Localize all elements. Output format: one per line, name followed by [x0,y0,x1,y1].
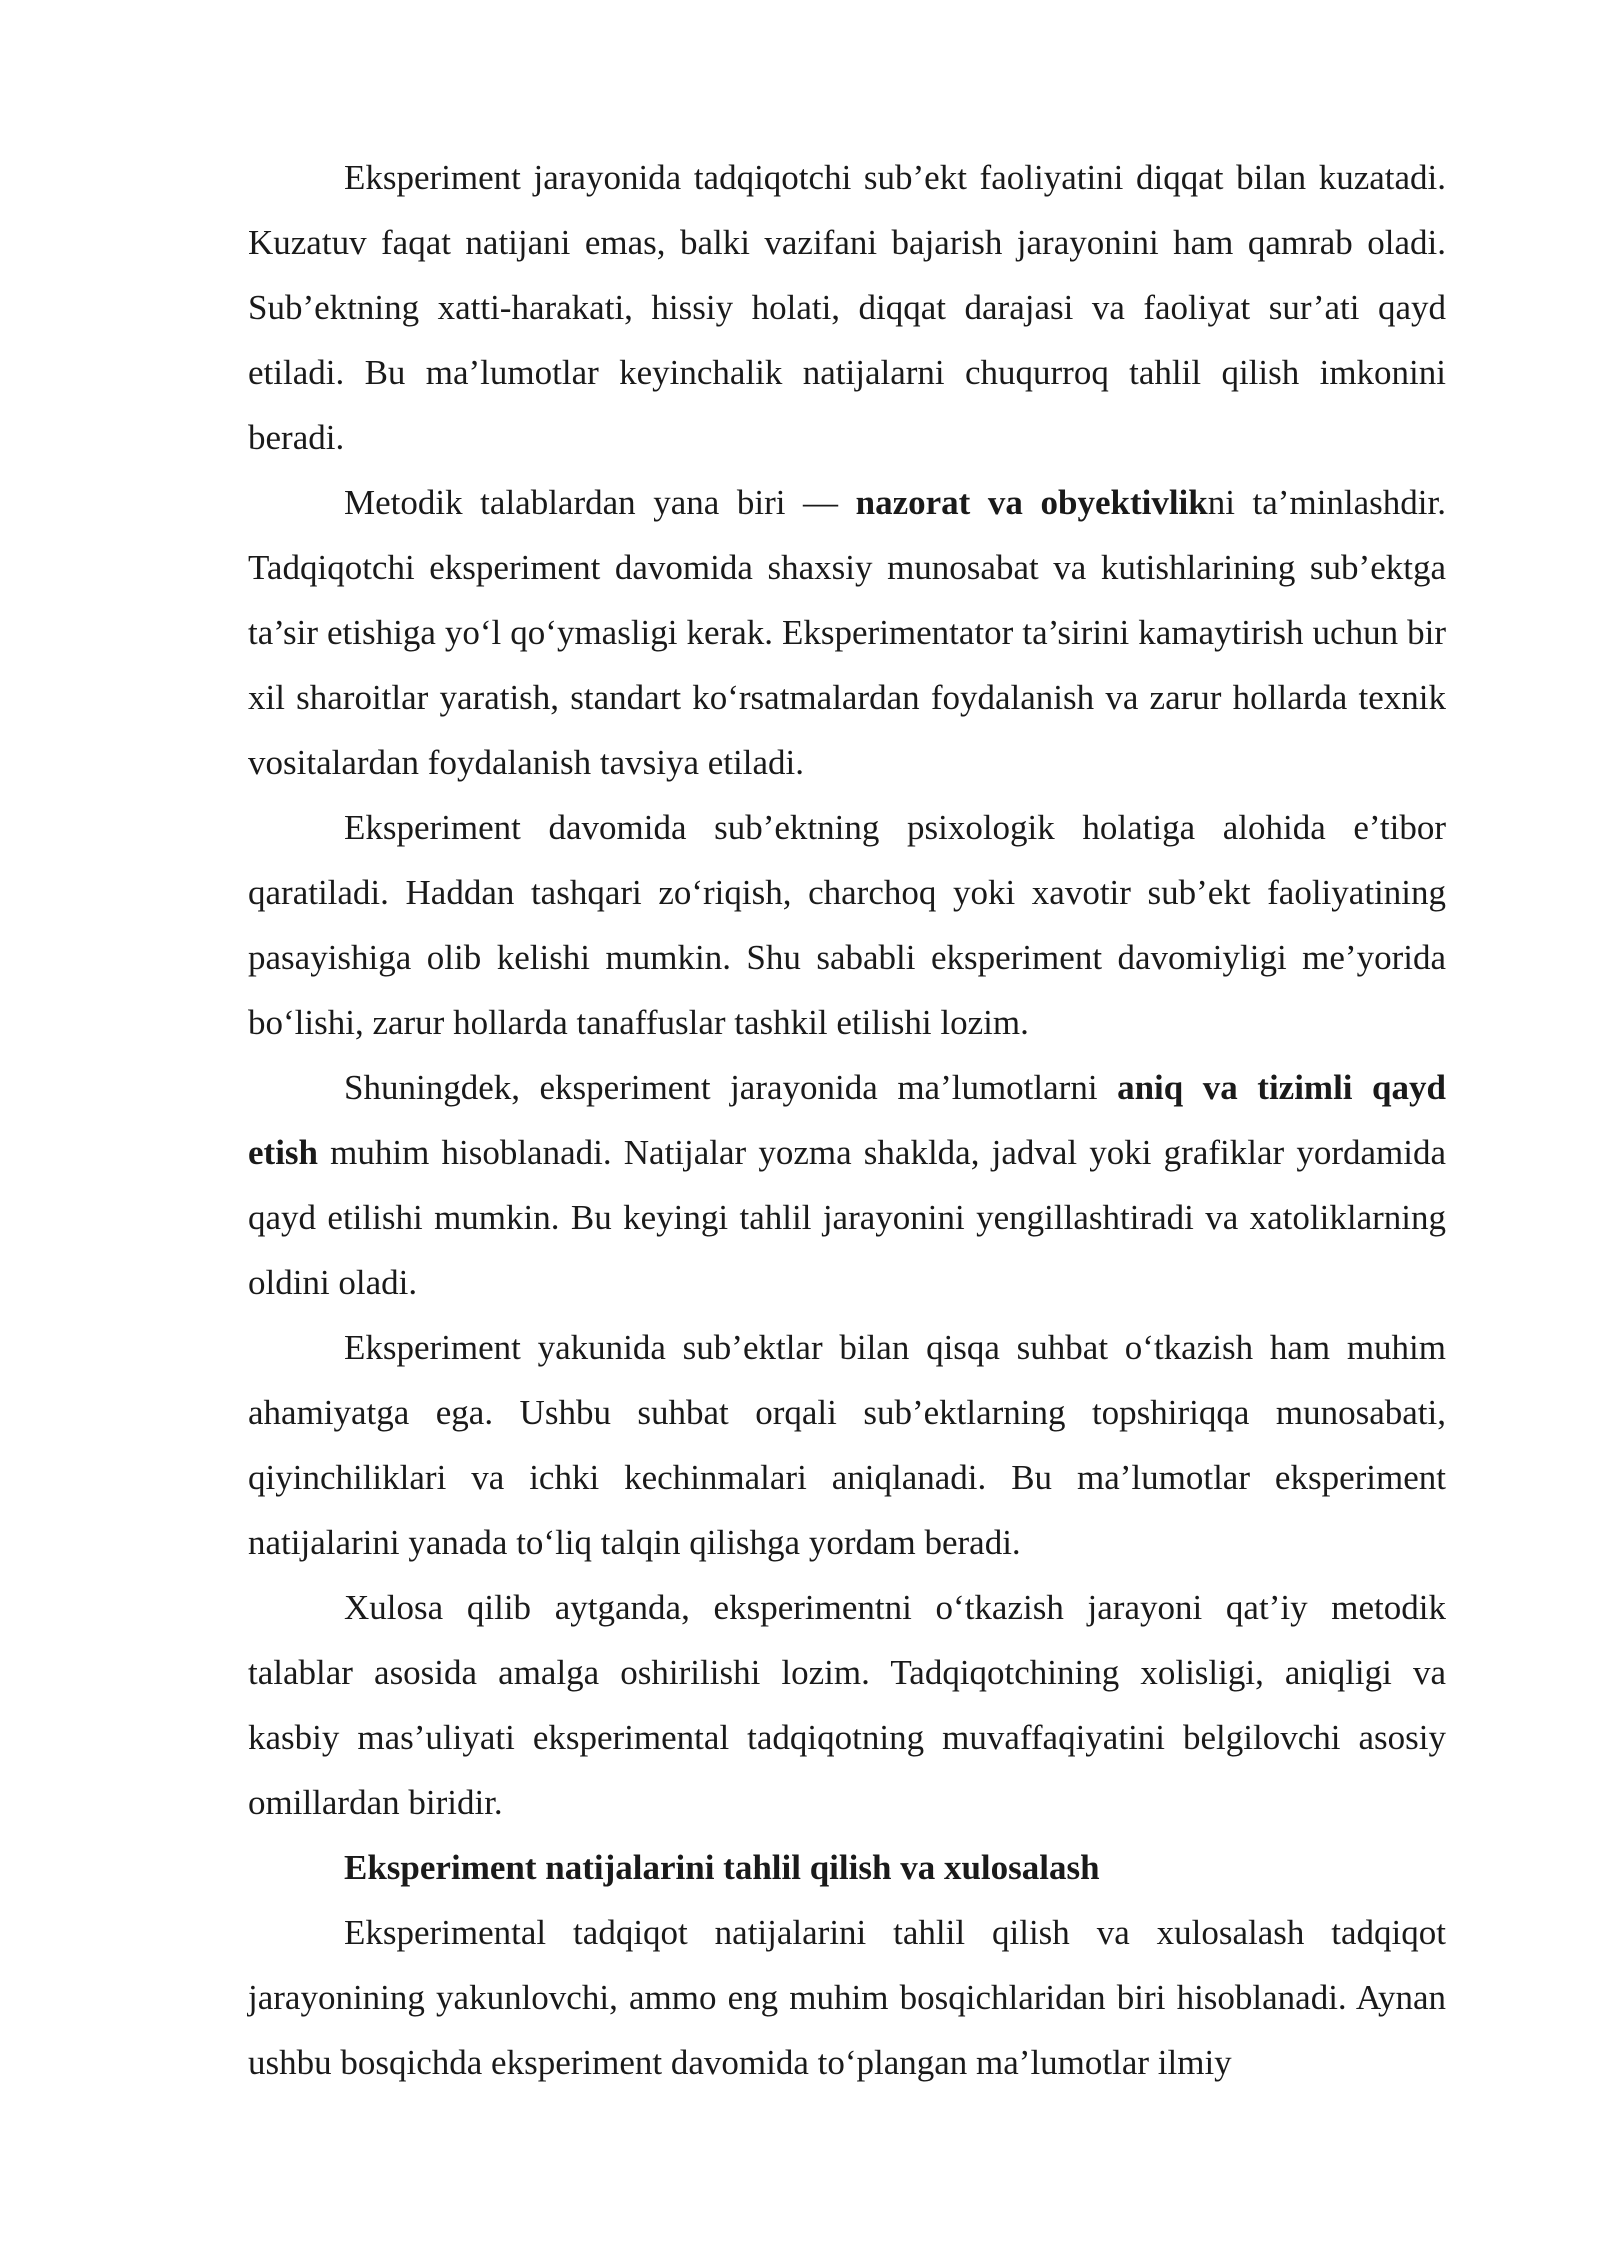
paragraph-conclusion [248,1575,1446,1835]
paragraph-text: ni ta’minlashdir. Tadqiqotchi eksperiment davomida shaxsiy munosabat va kutishlarining sub’ektga ta’sir etishiga yo‘l qo‘ymasligi kerak. Eksperimentator ta’sirini kamaytirish uchun bir xil sharoitlar yaratish, standart ko‘rsatmalardan foydalanish va zarur hollarda texnik vositalardan foydalanish tavsiya etiladi. [248,483,1446,782]
paragraph-debrief [248,1315,1446,1575]
paragraph-text: Eksperimental tadqiqot natijalarini tahlil qilish va xulosalash tadqiqot jarayonining yakunlovchi, ammo eng muhim bosqichlaridan biri hisoblanadi. Aynan ushbu bosqichda eksperiment davomida to‘plangan ma’lumotlar ilmiy [248,1913,1446,2082]
paragraph-analysis-intro [248,1900,1446,2095]
paragraph-observation [248,145,1446,470]
bold-term: nazorat va obyektivlik [855,483,1208,522]
paragraph-text: Eksperiment yakunida sub’ektlar bilan qisqa suhbat o‘tkazish ham muhim ahamiyatga ega. Ushbu suhbat orqali sub’ektlarning topshiriqqa munosabati, qiyinchiliklari va ichki kechinmalari aniqlanadi. Bu ma’lumotlar eksperiment natijalarini yanada to‘liq talqin qilishga yordam beradi. [248,1328,1446,1562]
paragraph-text: Shuningdek, eksperiment jarayonida ma’lumotlarni [344,1068,1118,1107]
paragraph-control-objectivity [248,470,1446,795]
section-heading: Eksperiment natijalarini tahlil qilish va xulosalash [344,1848,1100,1887]
paragraph-text: Eksperiment jarayonida tadqiqotchi sub’ekt faoliyatini diqqat bilan kuzatadi. Kuzatuv faqat natijani emas, balki vazifani bajarish jarayonini ham qamrab oladi. Sub’ektning xatti-harakati, hissiy holati, diqqat darajasi va faoliyat sur’ati qayd etiladi. Bu ma’lumotlar keyinchalik natijalarni chuqurroq tahlil qilish imkonini beradi. [248,158,1446,457]
document-page [248,145,1446,2095]
paragraph-text: muhim hisoblanadi. Natijalar yozma shaklda, jadval yoki grafiklar yordamida qayd etilishi mumkin. Bu keyingi tahlil jarayonini yengillashtiradi va xatoliklarning oldini oladi. [248,1133,1446,1302]
paragraph-data-recording [248,1055,1446,1315]
paragraph-text: Eksperiment davomida sub’ektning psixologik holatiga alohida e’tibor qaratiladi. Haddan tashqari zo‘riqish, charchoq yoki xavotir sub’ekt faoliyatining pasayishiga olib kelishi mumkin. Shu sababli eksperiment davomiyligi me’yorida bo‘lishi, zarur hollarda tanaffuslar tashkil etilishi lozim. [248,808,1446,1042]
paragraph-psychological-state [248,795,1446,1055]
bold-term: aniq va tizimli qayd etish [248,1068,1446,1172]
paragraph-text: Xulosa qilib aytganda, eksperimentni o‘tkazish jarayoni qat’iy metodik talablar asosida amalga oshirilishi lozim. Tadqiqotchining xolisligi, aniqligi va kasbiy mas’uliyati eksperimental tadqiqotning muvaffaqiyatini belgilovchi asosiy omillardan biridir. [248,1588,1446,1822]
paragraph-text: Metodik talablardan yana biri — [344,483,856,522]
